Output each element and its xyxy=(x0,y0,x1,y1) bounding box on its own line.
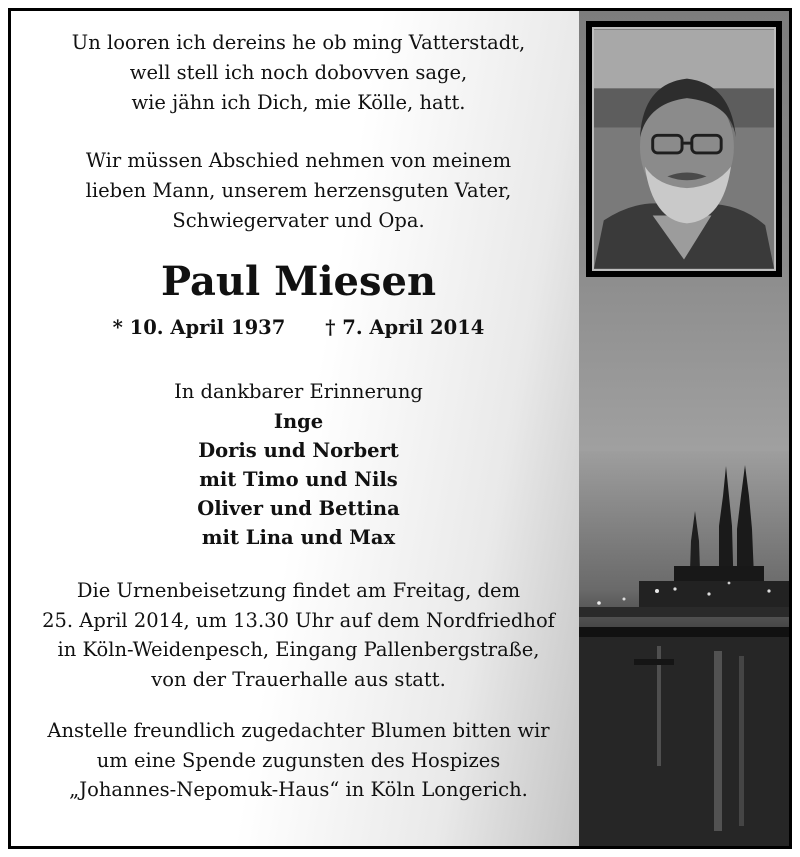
portrait-photo-frame xyxy=(586,21,782,277)
family-entry: Oliver und Bettina xyxy=(197,497,400,520)
burial-line: 25. April 2014, um 13.30 Uhr auf dem Nordfriedhof xyxy=(42,608,555,632)
burial-line: in Köln-Weidenpesch, Eingang Pallenbergstraße, xyxy=(57,638,540,661)
portrait-photo xyxy=(592,27,776,271)
obituary-notice xyxy=(8,8,792,849)
farewell-line: lieben Mann, unserem herzensguten Vater, xyxy=(85,179,512,202)
donation-line: Anstelle freundlich zugedachter Blumen bitten wir xyxy=(47,719,550,742)
burial-info xyxy=(11,576,586,694)
birth-date: * 10. April 1937 xyxy=(112,316,286,339)
poem xyxy=(11,28,586,118)
farewell-text xyxy=(11,146,586,236)
farewell-line: Wir müssen Abschied nehmen von meinem xyxy=(85,149,512,172)
family-list xyxy=(11,407,586,552)
memory-label: In dankbarer Erinnerung xyxy=(174,380,423,403)
family-entry: Inge xyxy=(273,410,324,433)
family-entry: mit Timo und Nils xyxy=(199,468,398,491)
burial-line: Die Urnenbeisetzung findet am Freitag, dem xyxy=(76,579,521,602)
poem-line: Un looren ich dereins he ob ming Vatterstadt, xyxy=(71,31,526,54)
portrait-photo-image xyxy=(594,29,774,269)
deceased-name: Paul Miesen xyxy=(160,258,437,305)
family-entry: Doris und Norbert xyxy=(198,439,399,462)
text-column xyxy=(11,11,586,846)
death-date: † 7. April 2014 xyxy=(325,316,485,339)
burial-line: von der Trauerhalle aus statt. xyxy=(151,667,446,691)
poem-line: wie jähn ich Dich, mie Kölle, hatt. xyxy=(131,91,466,114)
donation-line: „Johannes-Nepomuk-Haus“ in Köln Longerich. xyxy=(69,778,528,801)
family-entry: mit Lina und Max xyxy=(201,526,396,549)
cologne-cathedral-skyline-image xyxy=(579,451,792,846)
poem-line: well stell ich noch dobovven sage, xyxy=(129,61,468,84)
donation-request xyxy=(11,716,586,805)
donation-line: um eine Spende zugunsten des Hospizes xyxy=(96,748,501,772)
farewell-line: Schwiegervater und Opa. xyxy=(172,209,425,232)
life-dates xyxy=(11,315,586,341)
